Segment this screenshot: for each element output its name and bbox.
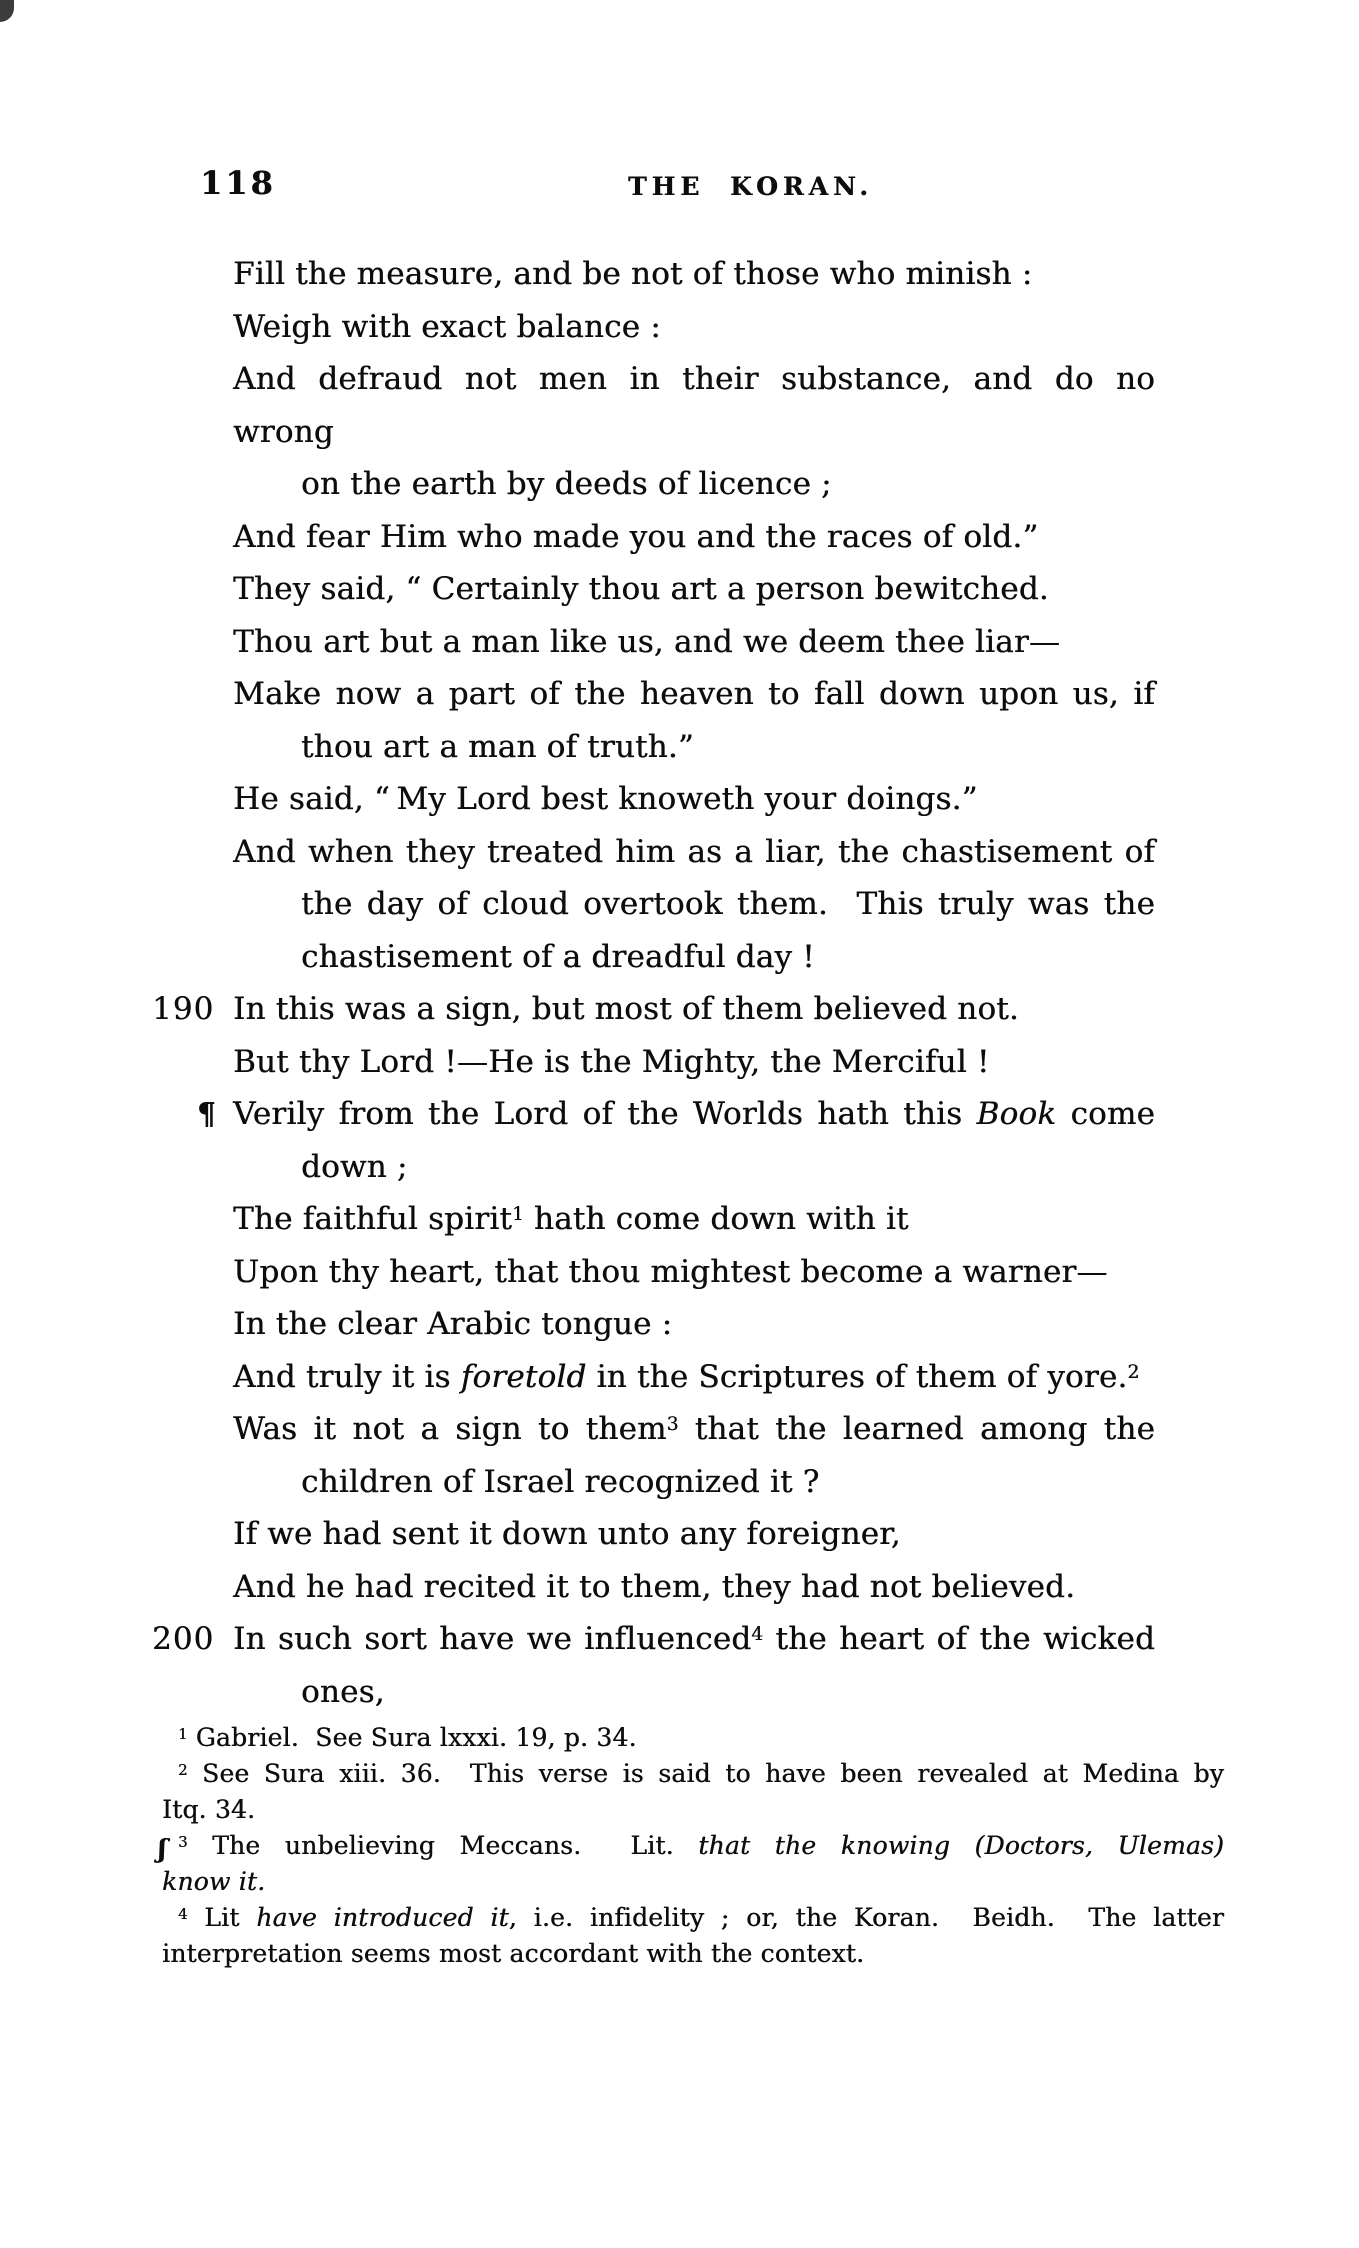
page-number: 118 xyxy=(200,164,276,202)
verse-text: on the earth by deeds of licence ; xyxy=(301,466,832,502)
verse-text: in the Scriptures of them of yore. xyxy=(586,1358,1128,1395)
footnote-text: , i.e. infidelity ; or, the Koran. Beidh. The latter xyxy=(508,1903,1225,1932)
verse-line xyxy=(197,1088,1156,1141)
footnote-line xyxy=(162,1900,1224,1936)
verse-text: In such sort have we influenced xyxy=(233,1621,752,1657)
verse-line xyxy=(233,721,1155,774)
verse-line xyxy=(152,983,1155,1036)
footnote-marker: 2 xyxy=(178,1761,188,1779)
verse-line xyxy=(233,301,1155,354)
verse-text: chastisement of a dreadful day ! xyxy=(301,938,815,975)
verse-line xyxy=(233,773,1155,826)
verse-text: And defraud not men in their substance, and do no wrong xyxy=(233,361,1155,450)
footnote-text: Gabriel. See Sura lxxxi. 19, p. 34. xyxy=(187,1723,637,1752)
footnote-ref: 3 xyxy=(666,1414,679,1435)
footnote-ref: 1 xyxy=(512,1204,524,1225)
verse-line xyxy=(152,1613,1155,1666)
verse-line xyxy=(233,878,1155,931)
verse-text: In this was a sign, but most of them believed not. xyxy=(233,991,1019,1027)
stray-ink-mark: ʃ xyxy=(158,1834,167,1863)
verse-text: Thou art but a man like us, and we deem thee liar— xyxy=(233,623,1061,660)
verse-number: 190 xyxy=(152,991,215,1027)
footnote-text: Lit xyxy=(187,1903,257,1932)
verse-text: the heart of the wicked xyxy=(763,1621,1155,1657)
verse-text: Was it not a sign to them xyxy=(233,1411,667,1447)
verse-text: hath come down with it xyxy=(523,1201,909,1237)
verse-line xyxy=(233,511,1155,564)
footnote-line xyxy=(162,1864,1224,1900)
verse-line xyxy=(233,1036,1155,1089)
footnote-text: interpretation seems most accordant with the context. xyxy=(162,1939,865,1968)
verse-text: And truly it is xyxy=(233,1358,461,1395)
verse-text: that the learned among the xyxy=(678,1411,1155,1447)
footnote-line xyxy=(162,1936,1224,1972)
verse-text: foretold xyxy=(460,1358,587,1395)
verse-text: Verily from the Lord of the Worlds hath this xyxy=(233,1096,977,1132)
footnote-marker: 1 xyxy=(178,1725,188,1743)
footnote-ref: 2 xyxy=(1127,1361,1140,1383)
verse-text: If we had sent it down unto any foreigner, xyxy=(233,1516,901,1552)
verse-text: down ; xyxy=(301,1148,408,1185)
verse-line xyxy=(233,563,1155,616)
verse-number: 200 xyxy=(152,1621,215,1657)
verse-text: Make now a part of the heaven to fall down upon us, if xyxy=(233,676,1155,712)
footnote-line xyxy=(158,1828,1224,1864)
scan-corner-smudge xyxy=(0,0,14,22)
verse-line xyxy=(233,1351,1155,1404)
footnote-text: Itq. 34. xyxy=(162,1795,256,1824)
footnote-text: that the knowing (Doctors, Ulemas) xyxy=(698,1831,1224,1860)
footnote-text: know it. xyxy=(162,1867,266,1896)
footnote-text: have introduced it xyxy=(256,1903,509,1932)
footnote-text: The unbelieving Meccans. Lit. xyxy=(187,1831,699,1860)
verse-text: Weigh with exact balance : xyxy=(233,308,661,345)
verse-line xyxy=(233,1298,1155,1351)
verse-line xyxy=(233,458,1155,511)
verse-text: the day of cloud overtook them. This truly was the xyxy=(301,886,1155,922)
verse-line xyxy=(233,1141,1155,1194)
verse-text: And fear Him who made you and the races of old.” xyxy=(233,518,1039,555)
verse-line xyxy=(233,1666,1155,1719)
verse-text: thou art a man of truth.” xyxy=(301,728,694,765)
verse-line xyxy=(233,248,1155,301)
verse-text: Fill the measure, and be not of those who minish : xyxy=(233,256,1033,292)
footnote-marker: 4 xyxy=(178,1905,188,1923)
verse-text: Upon thy heart, that thou mightest become a warner— xyxy=(233,1253,1108,1290)
verse-text: And he had recited it to them, they had not believed. xyxy=(233,1568,1076,1605)
verse-text: In the clear Arabic tongue : xyxy=(233,1306,673,1342)
footnotes-block xyxy=(158,1720,1225,1972)
footnote-text: See Sura xiii. 36. This verse is said to have been revealed at Medina by xyxy=(187,1759,1224,1788)
footnote-ref: 4 xyxy=(751,1624,764,1645)
verse-line xyxy=(233,1508,1155,1561)
verse-line xyxy=(233,668,1155,721)
verse-line xyxy=(233,826,1155,879)
verse-line xyxy=(233,616,1155,669)
verse-text: The faithful spirit xyxy=(233,1201,513,1237)
verse-text: They said, “ Certainly thou art a person bewitched. xyxy=(233,571,1049,607)
verse-text: ones, xyxy=(301,1673,385,1710)
verse-text: children of Israel recognized it ? xyxy=(301,1463,820,1500)
footnote-line xyxy=(162,1756,1224,1792)
verse-text: But thy Lord !—He is the Mighty, the Merciful ! xyxy=(233,1043,990,1080)
verse-line xyxy=(233,1403,1155,1456)
verse-text: And when they treated him as a liar, the chastisement of xyxy=(233,833,1155,870)
verse-line xyxy=(233,1246,1155,1299)
running-title: THE KORAN. xyxy=(628,172,873,201)
verse-text: come xyxy=(1056,1096,1156,1132)
footnote-line xyxy=(162,1720,1224,1756)
footnote-line xyxy=(162,1792,1224,1828)
verse-line xyxy=(233,353,1155,458)
verse-line xyxy=(233,1193,1155,1246)
footnote-marker: 3 xyxy=(178,1833,188,1851)
verse-line xyxy=(233,931,1155,984)
verse-line xyxy=(233,1561,1155,1614)
verse-line xyxy=(233,1456,1155,1509)
verse-block xyxy=(152,248,1156,1718)
pilcrow-mark: ¶ xyxy=(197,1096,216,1131)
verse-text: Book xyxy=(976,1096,1057,1132)
verse-text: He said, “ My Lord best knoweth your doings.” xyxy=(233,781,978,817)
